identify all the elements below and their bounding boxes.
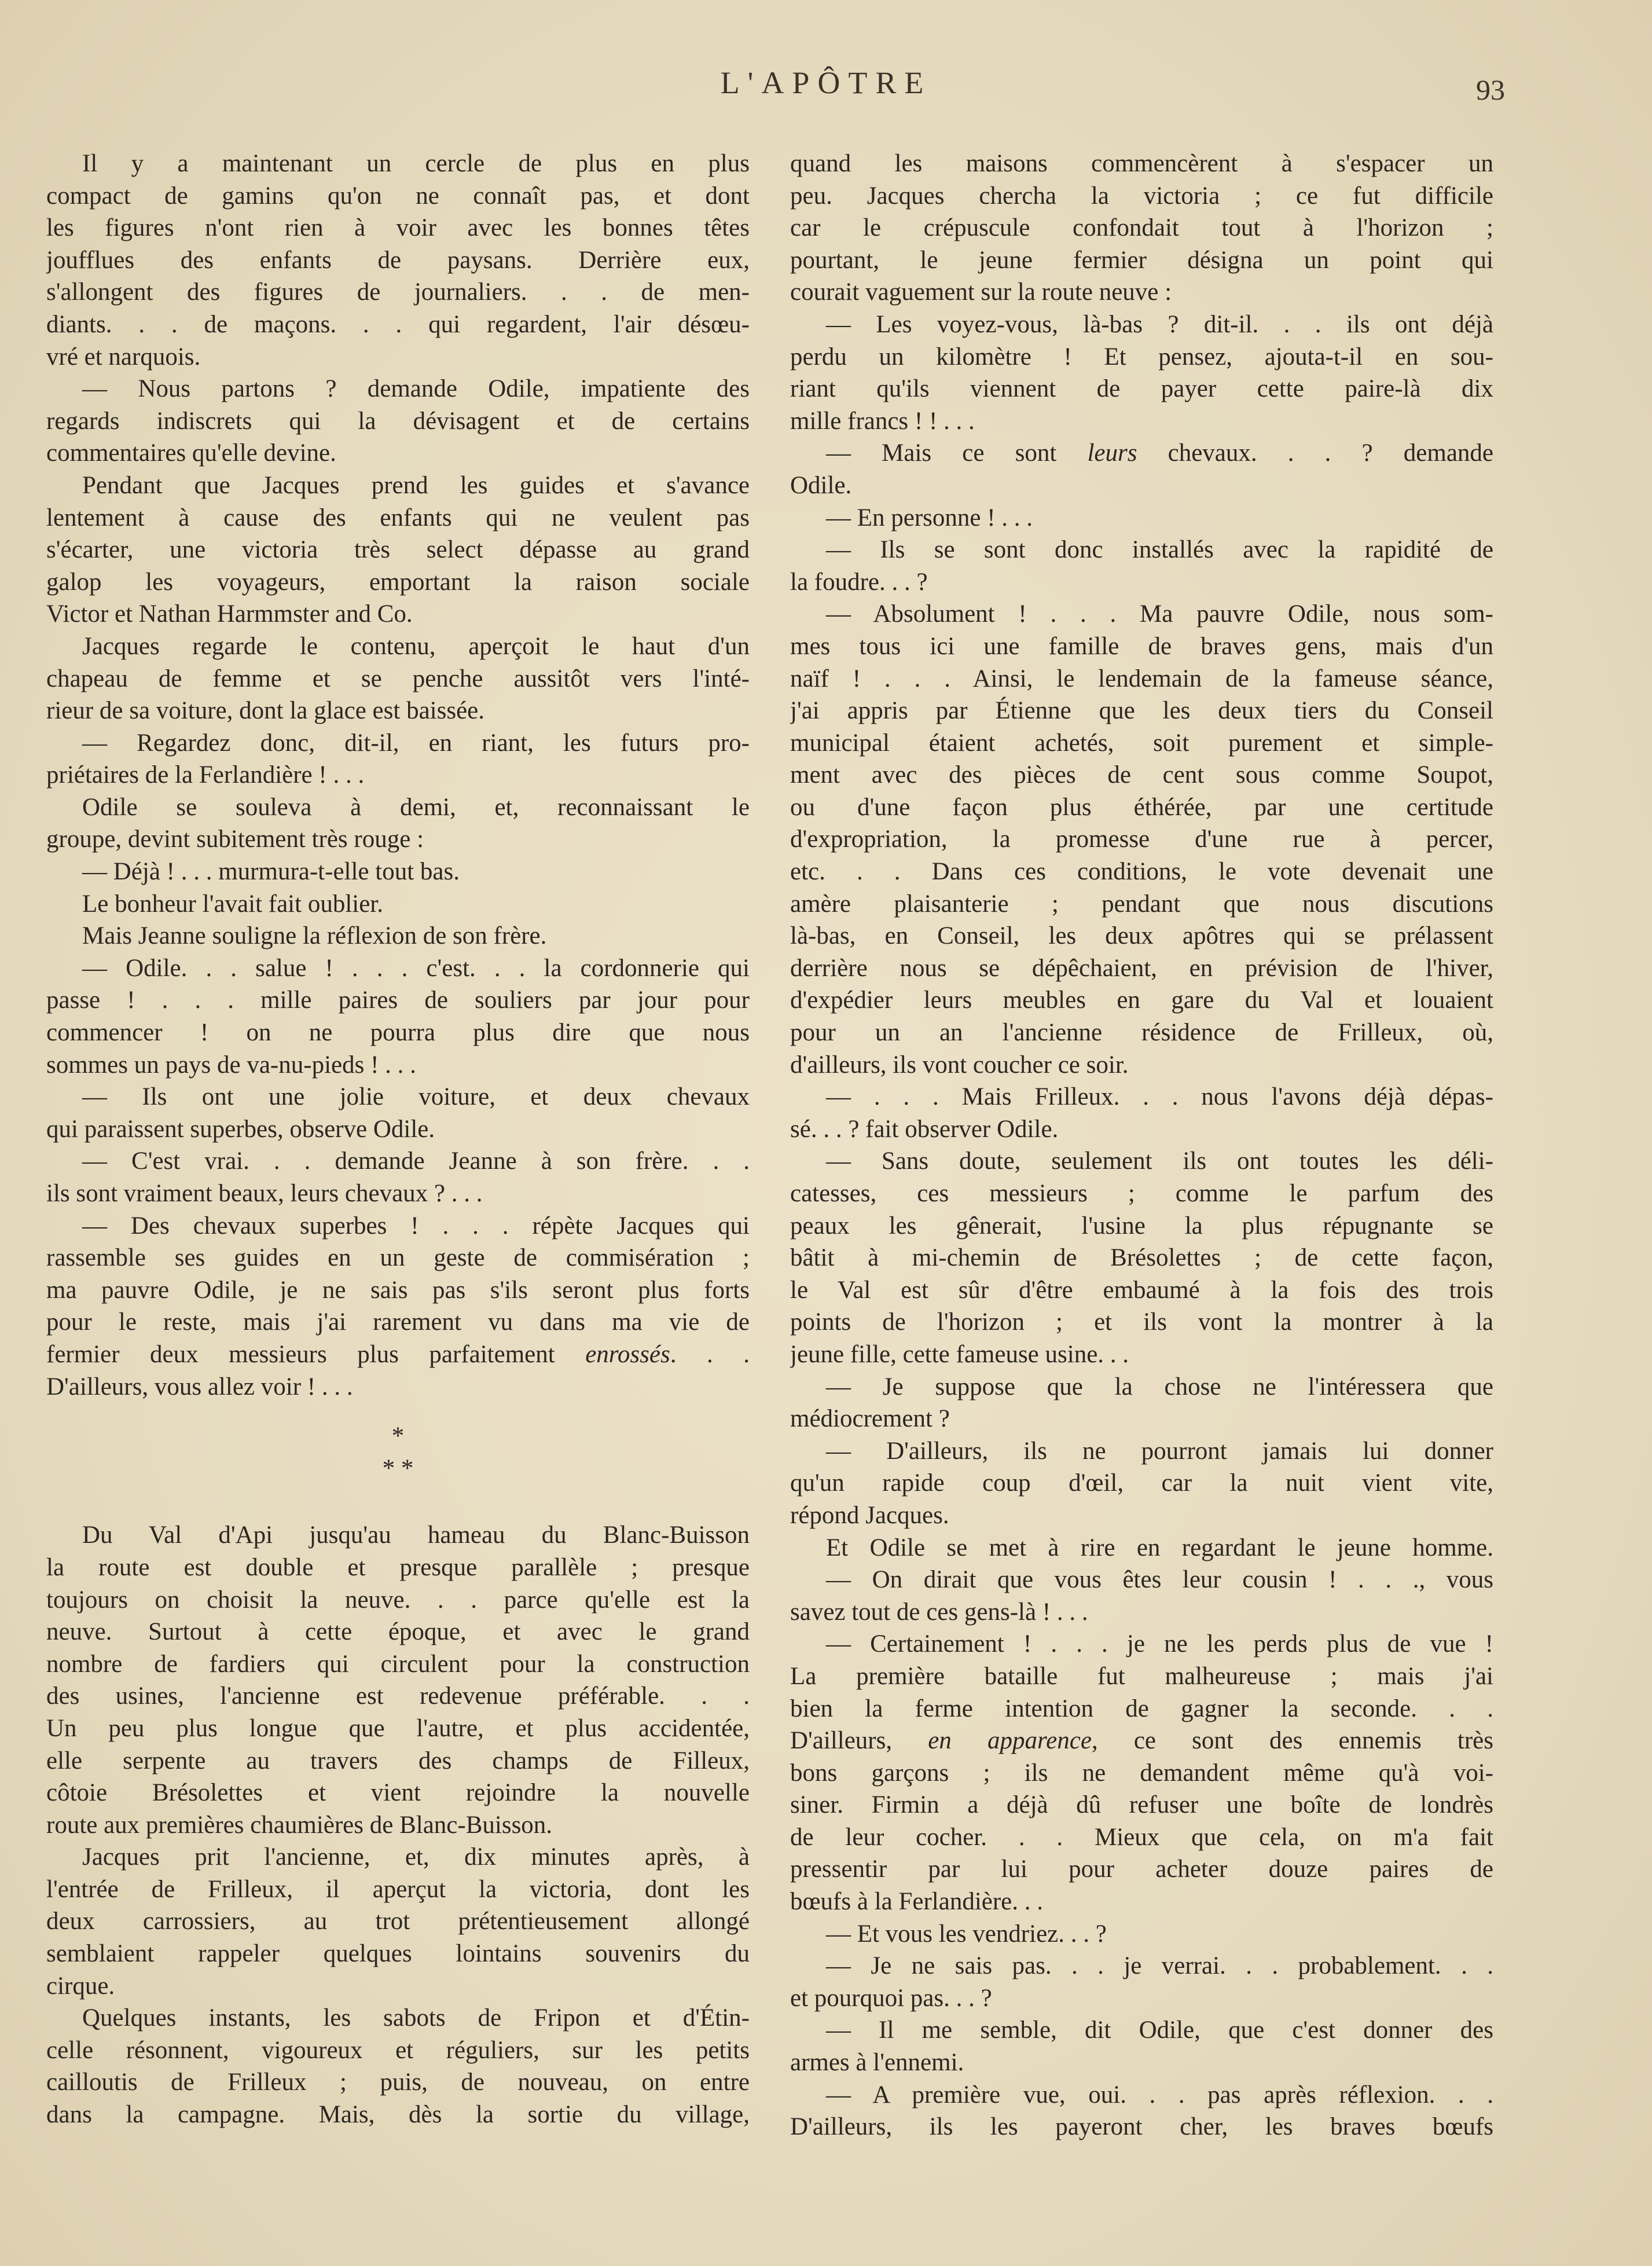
- text-line: [790, 1210, 1493, 1242]
- text-segment: ils sont vraiment beaux, leurs chevaux ? . . .: [46, 1180, 483, 1207]
- text-segment: neuve. Surtout à cette époque, et avec le grand: [46, 1618, 750, 1646]
- text-line: [46, 1178, 750, 1210]
- text-line: [46, 1938, 750, 1970]
- text-line: [790, 212, 1493, 244]
- text-segment: bœufs à la Ferlandière. . .: [790, 1888, 1044, 1916]
- text-segment: riant qu'ils viennent de payer cette paire-là dix: [790, 375, 1493, 403]
- text-line: [790, 1596, 1493, 1629]
- text-line: [790, 856, 1493, 888]
- text-segment: cirque.: [46, 1972, 115, 2000]
- text-segment: * *: [382, 1454, 414, 1482]
- text-line: [46, 630, 750, 663]
- text-line: [790, 663, 1493, 695]
- text-line: [46, 1242, 750, 1274]
- text-segment: amère plaisanterie ; pendant que nous discutions: [790, 890, 1493, 918]
- text-line: [46, 663, 750, 695]
- text-segment: courait vaguement sur la route neuve :: [790, 278, 1172, 306]
- text-line: [46, 1777, 750, 1809]
- text-segment: nombre de fardiers qui circulent pour la construction: [46, 1650, 750, 1678]
- text-segment: Jacques regarde le contenu, aperçoit le haut d'un: [82, 632, 750, 660]
- text-line: [46, 1306, 750, 1339]
- text-line: [46, 470, 750, 502]
- text-line: [790, 1081, 1493, 1113]
- text-line: [46, 1519, 750, 1552]
- text-line: [46, 598, 750, 630]
- text-line: [790, 1467, 1493, 1499]
- text-line: [790, 276, 1493, 309]
- text-line: [46, 566, 750, 599]
- text-segment: celle résonnent, vigoureux et réguliers, sur les petits: [46, 2036, 750, 2064]
- text-segment: d'expédier leurs meubles en gare du Val et louaient: [790, 987, 1493, 1014]
- text-line: [46, 341, 750, 373]
- text-segment: naïf ! . . . Ainsi, le lendemain de la fameuse séance,: [790, 665, 1493, 692]
- text-line: [790, 1371, 1493, 1403]
- text-segment: jeune fille, cette fameuse usine. . .: [790, 1340, 1129, 1368]
- text-segment: *: [391, 1422, 405, 1450]
- text-line: [790, 727, 1493, 760]
- text-line: [46, 1017, 750, 1049]
- text-line: [790, 1918, 1493, 1950]
- text-segment: groupe, devint subitement très rouge :: [46, 826, 424, 853]
- text-segment: — Absolument ! . . . Ma pauvre Odile, nous som-: [826, 600, 1493, 628]
- text-segment: — Il me semble, dit Odile, que c'est donner des: [826, 2016, 1493, 2044]
- text-line: [46, 823, 750, 856]
- text-line: [46, 1484, 750, 1519]
- text-line: [46, 952, 750, 985]
- text-segment: Du Val d'Api jusqu'au hameau du Blanc-Buisson: [82, 1521, 750, 1549]
- text-line: [790, 1306, 1493, 1339]
- text-segment: — D'ailleurs, ils ne pourront jamais lui donner: [826, 1437, 1493, 1465]
- text-line: [790, 180, 1493, 212]
- text-segment: — Nous partons ? demande Odile, impatiente des: [82, 375, 750, 403]
- text-line: [790, 1242, 1493, 1274]
- text-segment: commencer ! on ne pourra plus dire que nous: [46, 1019, 750, 1047]
- text-line: [46, 212, 750, 244]
- text-segment: — Sans doute, seulement ils ont toutes les déli-: [826, 1147, 1493, 1175]
- text-segment: la route est double et presque parallèle ; presque: [46, 1553, 750, 1581]
- text-segment: Et Odile se met à rire en regardant le jeune homme.: [826, 1534, 1493, 1561]
- text-line: [46, 920, 750, 952]
- text-line: [46, 2002, 750, 2034]
- text-segment: — . . . Mais Frilleux. . . nous l'avons déjà dépas-: [826, 1083, 1493, 1111]
- text-line: [790, 502, 1493, 534]
- text-segment: savez tout de ces gens-là ! . . .: [790, 1598, 1088, 1626]
- text-line: [46, 276, 750, 309]
- text-segment: médiocrement ?: [790, 1405, 950, 1433]
- text-line: [790, 470, 1493, 502]
- text-line: [46, 1873, 750, 1906]
- text-segment: — C'est vrai. . . demande Jeanne à son frère. . .: [82, 1147, 750, 1175]
- text-segment: galop les voyageurs, emportant la raison sociale: [46, 568, 750, 596]
- text-segment: des usines, l'ancienne est redevenue préférable. . .: [46, 1682, 750, 1710]
- text-segment: et pourquoi pas. . . ?: [790, 1984, 992, 2012]
- text-line: [46, 1371, 750, 1403]
- text-line: [46, 759, 750, 791]
- text-segment: — Et vous les vendriez. . . ?: [826, 1920, 1107, 1948]
- text-segment: d'ailleurs, ils vont coucher ce soir.: [790, 1051, 1129, 1079]
- text-segment: peaux les gênerait, l'usine la plus répugnante se: [790, 1212, 1493, 1240]
- text-segment: Odile se souleva à demi, et, reconnaissant le: [82, 793, 750, 821]
- text-line: [790, 1950, 1493, 1982]
- text-line: [46, 1453, 750, 1485]
- text-segment: les figures n'ont rien à voir avec les bonnes têtes: [46, 214, 750, 242]
- text-segment: route aux premières chaumières de Blanc-Buisson.: [46, 1811, 553, 1839]
- text-segment: regards indiscrets qui la dévisagent et de certains: [46, 407, 750, 435]
- text-line: [46, 437, 750, 470]
- text-segment: D'ailleurs, vous allez voir ! . . .: [46, 1373, 353, 1400]
- text-segment: — Mais ce sont: [826, 439, 1088, 467]
- text-segment: ment avec des pièces de cent sous comme Soupot,: [790, 761, 1493, 789]
- text-line: [790, 1178, 1493, 1210]
- text-line: [790, 984, 1493, 1017]
- text-line: [46, 1905, 750, 1938]
- text-segment: D'ailleurs,: [790, 1727, 928, 1755]
- text-line: [46, 2066, 750, 2099]
- text-segment: — Je ne sais pas. . . je verrai. . . probablement. . .: [826, 1952, 1493, 1980]
- text-line: [790, 920, 1493, 952]
- text-segment: bons garçons ; ils ne demandent même qu'à voi-: [790, 1759, 1493, 1787]
- text-line: [790, 2014, 1493, 2047]
- text-segment: points de l'horizon ; et ils vont la montrer à la: [790, 1308, 1493, 1336]
- text-segment: Le bonheur l'avait fait oublier.: [82, 890, 383, 918]
- text-segment: Pendant que Jacques prend les guides et s'avance: [82, 471, 750, 499]
- text-line: [46, 502, 750, 534]
- text-line: [46, 1584, 750, 1616]
- text-segment: rieur de sa voiture, dont la glace est baissée.: [46, 697, 484, 725]
- text-line: [790, 148, 1493, 180]
- text-line: [790, 1660, 1493, 1693]
- text-segment: pour le reste, mais j'ai rarement vu dans ma vie de: [46, 1308, 750, 1336]
- text-line: [46, 791, 750, 824]
- text-line: [790, 823, 1493, 856]
- text-segment: joufflues des enfants de paysans. Derrière eux,: [46, 246, 750, 274]
- text-line: [790, 1757, 1493, 1790]
- text-line: [46, 1113, 750, 1146]
- text-line: [790, 1628, 1493, 1660]
- text-segment: d'expropriation, la promesse d'une rue à percer,: [790, 826, 1493, 853]
- text-segment: sé. . . ? fait observer Odile.: [790, 1115, 1059, 1143]
- text-line: [790, 405, 1493, 438]
- text-segment: dans la campagne. Mais, dès la sortie du village,: [46, 2101, 750, 2129]
- text-line: [46, 1145, 750, 1178]
- text-line: [46, 1616, 750, 1648]
- text-line: [790, 1145, 1493, 1178]
- text-segment: — En personne ! . . .: [826, 504, 1033, 531]
- text-line: [46, 1049, 750, 1081]
- text-line: [46, 1970, 750, 2003]
- running-title: L'APÔTRE: [720, 65, 932, 100]
- text-segment: commentaires qu'elle devine.: [46, 439, 336, 467]
- text-segment: Quelques instants, les sabots de Fripon et d'Étin-: [82, 2004, 750, 2032]
- text-segment: Victor et Nathan Harmmster and Co.: [46, 600, 413, 628]
- text-line: [790, 1049, 1493, 1081]
- text-line: [790, 1725, 1493, 1757]
- text-line: [790, 791, 1493, 824]
- text-segment: La première bataille fut malheureuse ; mais j'ai: [790, 1662, 1493, 1690]
- text-line: [790, 598, 1493, 630]
- text-segment: — Déjà ! . . . murmura-t-elle tout bas.: [82, 858, 460, 886]
- text-line: [790, 1982, 1493, 2015]
- text-segment: Odile.: [790, 471, 852, 499]
- text-segment: Il y a maintenant un cercle de plus en plus: [82, 150, 750, 177]
- text-line: [46, 534, 750, 566]
- text-line: [46, 2099, 750, 2131]
- text-segment: . . .: [670, 1340, 750, 1368]
- text-segment: elle serpente au travers des champs de Filleux,: [46, 1747, 750, 1774]
- text-line: [46, 727, 750, 760]
- text-segment: quand les maisons commencèrent à s'espacer un: [790, 150, 1493, 177]
- text-segment: l'entrée de Frilleux, il aperçut la victoria, dont les: [46, 1875, 750, 1903]
- text-segment: toujours on choisit la neuve. . . parce qu'elle est la: [46, 1586, 750, 1614]
- text-line: [790, 1499, 1493, 1532]
- text-line: [46, 2034, 750, 2067]
- text-segment: priétaires de la Ferlandière ! . . .: [46, 761, 365, 789]
- text-segment: répond Jacques.: [790, 1501, 949, 1529]
- text-segment: côtoie Brésolettes et vient rejoindre la nouvelle: [46, 1779, 750, 1807]
- left-column: [46, 148, 750, 2131]
- text-segment: compact de gamins qu'on ne connaît pas, et dont: [46, 182, 750, 210]
- text-segment: , ce sont des ennemis très: [1091, 1727, 1493, 1755]
- text-segment: qui paraissent superbes, observe Odile.: [46, 1115, 435, 1143]
- text-segment: deux carrossiers, au trot prétentieusement allongé: [46, 1908, 750, 1935]
- text-line: [46, 148, 750, 180]
- text-segment: armes à l'ennemi.: [790, 2049, 964, 2077]
- text-segment: Un peu plus longue que l'autre, et plus accidentée,: [46, 1714, 750, 1742]
- text-segment: bien la ferme intention de gagner la seconde. . .: [790, 1695, 1493, 1722]
- text-segment: — Ils ont une jolie voiture, et deux chevaux: [82, 1083, 750, 1111]
- text-segment: s'allongent des figures de journaliers. . . de men-: [46, 278, 750, 306]
- text-line: [790, 2111, 1493, 2143]
- text-segment: etc. . . Dans ces conditions, le vote devenait une: [790, 858, 1493, 886]
- text-line: [790, 1403, 1493, 1435]
- text-segment: — Certainement ! . . . je ne les perds plus de vue !: [826, 1630, 1493, 1658]
- text-line: [790, 695, 1493, 727]
- text-line: [46, 309, 750, 341]
- text-segment: Mais Jeanne souligne la réflexion de son frère.: [82, 922, 547, 950]
- text-segment: rassemble ses guides en un geste de commisération ;: [46, 1244, 750, 1272]
- page-number: 93: [1476, 74, 1505, 106]
- text-segment: vré et narquois.: [46, 343, 201, 371]
- text-line: [46, 1210, 750, 1242]
- text-line: [46, 373, 750, 405]
- text-line: [790, 1113, 1493, 1146]
- text-segment: — Ils se sont donc installés avec la rapidité de: [826, 536, 1493, 564]
- text-line: [790, 1821, 1493, 1854]
- text-segment: là-bas, en Conseil, les deux apôtres qui se prélassent: [790, 922, 1493, 950]
- text-line: [790, 1435, 1493, 1468]
- text-segment: ou d'une façon plus éthérée, par une certitude: [790, 793, 1493, 821]
- text-segment: municipal étaient achetés, soit purement et simple-: [790, 729, 1493, 757]
- italic-text: enrossés: [585, 1340, 670, 1368]
- text-line: [46, 1841, 750, 1873]
- text-line: [790, 1853, 1493, 1886]
- text-line: [790, 630, 1493, 663]
- text-segment: cailloutis de Frilleux ; puis, de nouveau, on entre: [46, 2069, 750, 2096]
- text-segment: — A première vue, oui. . . pas après réflexion. . .: [826, 2081, 1493, 2109]
- text-line: [46, 856, 750, 888]
- text-segment: catesses, ces messieurs ; comme le parfum des: [790, 1180, 1493, 1207]
- text-line: [46, 1648, 750, 1681]
- text-segment: pourtant, le jeune fermier désigna un point qui: [790, 246, 1493, 274]
- text-segment: — On dirait que vous êtes leur cousin ! . . ., vous: [826, 1566, 1493, 1594]
- text-segment: — Regardez donc, dit-il, en riant, les futurs pro-: [82, 729, 750, 757]
- text-line: [46, 1403, 750, 1420]
- text-segment: le Val est sûr d'être embaumé à la fois des trois: [790, 1276, 1493, 1304]
- text-line: [46, 1552, 750, 1584]
- text-line: [790, 373, 1493, 405]
- text-segment: siner. Firmin a déjà dû refuser une boîte de londrès: [790, 1791, 1493, 1819]
- text-segment: D'ailleurs, ils les payeront cher, les braves bœufs: [790, 2113, 1493, 2141]
- text-line: [46, 1745, 750, 1777]
- text-segment: qu'un rapide coup d'œil, car la nuit vient vite,: [790, 1469, 1493, 1497]
- text-line: [790, 2079, 1493, 2111]
- text-segment: s'écarter, une victoria très select dépasse au grand: [46, 536, 750, 564]
- text-segment: — Je suppose que la chose ne l'intéressera que: [826, 1373, 1493, 1400]
- text-line: [790, 1886, 1493, 1918]
- text-line: [790, 437, 1493, 470]
- text-segment: — Les voyez-vous, là-bas ? dit-il. . . ils ont déjà: [826, 310, 1493, 338]
- text-segment: fermier deux messieurs plus parfaitement: [46, 1340, 586, 1368]
- text-segment: lentement à cause des enfants qui ne veulent pas: [46, 504, 750, 531]
- text-line: [790, 1532, 1493, 1564]
- text-segment: bâtit à mi-chemin de Brésolettes ; de cette façon,: [790, 1244, 1493, 1272]
- text-line: [46, 180, 750, 212]
- text-line: [46, 405, 750, 438]
- text-segment: chevaux. . . ? demande: [1137, 439, 1493, 467]
- text-segment: passe ! . . . mille paires de souliers par jour pour: [46, 987, 750, 1014]
- text-line: [46, 1339, 750, 1371]
- text-line: [790, 1789, 1493, 1821]
- right-column: [790, 148, 1493, 2143]
- text-line: [790, 244, 1493, 277]
- text-line: [790, 534, 1493, 566]
- text-segment: sommes un pays de va-nu-pieds ! . . .: [46, 1051, 416, 1079]
- text-line: [790, 341, 1493, 373]
- text-line: [790, 759, 1493, 791]
- italic-text: leurs: [1087, 439, 1137, 467]
- text-segment: car le crépuscule confondait tout à l'horizon ;: [790, 214, 1493, 242]
- text-line: [46, 1420, 750, 1453]
- text-line: [790, 1017, 1493, 1049]
- text-segment: mes tous ici une famille de braves gens, mais d'un: [790, 632, 1493, 660]
- text-line: [46, 1081, 750, 1113]
- text-line: [46, 984, 750, 1017]
- text-segment: diants. . . de maçons. . . qui regardent, l'air désœu-: [46, 310, 750, 338]
- text-line: [46, 1274, 750, 1307]
- text-line: [46, 1680, 750, 1713]
- text-segment: perdu un kilomètre ! Et pensez, ajouta-t-il en sou-: [790, 343, 1493, 371]
- text-line: [46, 695, 750, 727]
- text-line: [790, 2047, 1493, 2079]
- text-segment: pour un an l'ancienne résidence de Frilleux, où,: [790, 1019, 1493, 1047]
- text-line: [46, 1809, 750, 1842]
- text-line: [790, 952, 1493, 985]
- text-segment: — Des chevaux superbes ! . . . répète Jacques qui: [82, 1212, 750, 1240]
- text-line: [790, 888, 1493, 921]
- text-segment: chapeau de femme et se penche aussitôt vers l'inté-: [46, 665, 750, 692]
- text-line: [790, 1274, 1493, 1307]
- text-segment: ma pauvre Odile, je ne sais pas s'ils seront plus forts: [46, 1276, 750, 1304]
- text-line: [46, 1713, 750, 1745]
- text-line: [790, 1693, 1493, 1725]
- text-segment: pressentir par lui pour acheter douze paires de: [790, 1856, 1493, 1883]
- text-segment: de leur cocher. . . Mieux que cela, on m'a fait: [790, 1823, 1493, 1851]
- text-line: [46, 244, 750, 277]
- text-segment: semblaient rappeler quelques lointains souvenirs du: [46, 1940, 750, 1968]
- text-line: [790, 566, 1493, 599]
- text-segment: Jacques prit l'ancienne, et, dix minutes après, à: [82, 1843, 750, 1871]
- text-segment: mille francs ! ! . . .: [790, 407, 975, 435]
- text-segment: — Odile. . . salue ! . . . c'est. . . la cordonnerie qui: [82, 954, 750, 982]
- text-line: [790, 1564, 1493, 1596]
- text-segment: j'ai appris par Étienne que les deux tiers du Conseil: [790, 697, 1493, 725]
- text-line: [790, 1339, 1493, 1371]
- italic-text: en apparence: [928, 1727, 1092, 1755]
- text-segment: derrière nous se dépêchaient, en prévision de l'hiver,: [790, 954, 1493, 982]
- text-segment: la foudre. . . ?: [790, 568, 928, 596]
- text-line: [790, 309, 1493, 341]
- text-line: [46, 888, 750, 921]
- text-segment: peu. Jacques chercha la victoria ; ce fut difficile: [790, 182, 1493, 210]
